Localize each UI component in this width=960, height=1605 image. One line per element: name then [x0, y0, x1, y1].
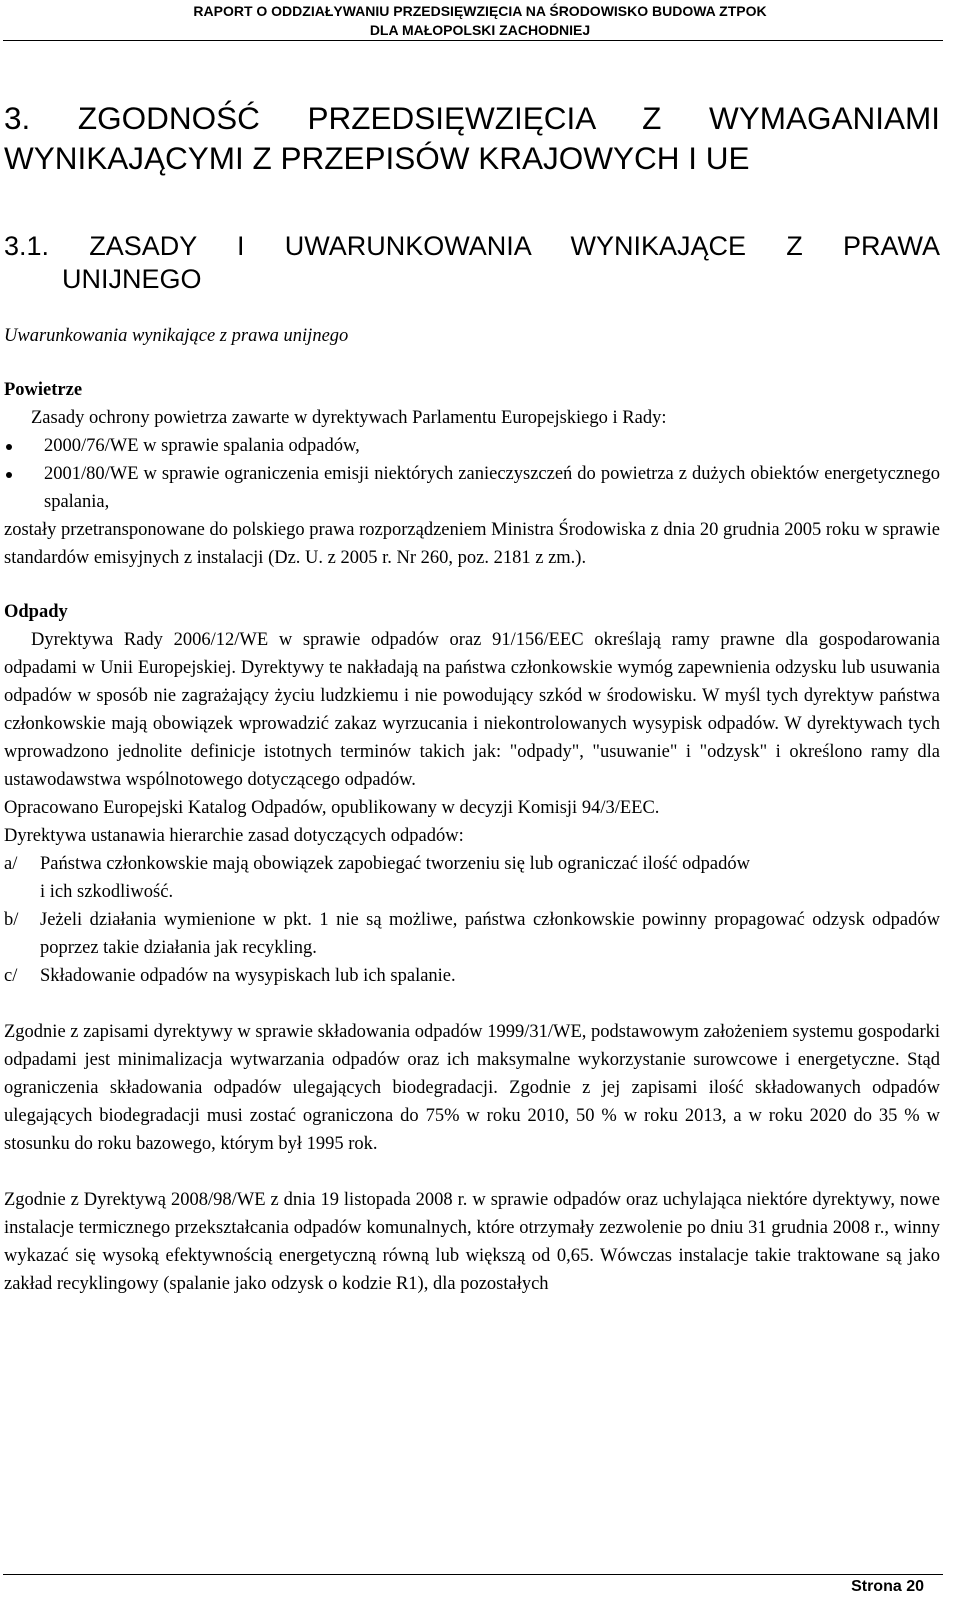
header-line-2: DLA MAŁOPOLSKI ZACHODNIEJ	[369, 22, 591, 38]
header-line-1: RAPORT O ODDZIAŁYWANIU PRZEDSIĘWZIĘCIA NA ŚRODOWISKO BUDOWA ZTPOK	[193, 3, 767, 19]
subsection-subtitle: Uwarunkowania wynikające z prawa unijnego	[4, 326, 349, 346]
chapter-heading-line-1: 3. ZGODNOŚĆ PRZEDSIĘWZIĘCIA Z WYMAGANIAMI	[4, 100, 940, 136]
chapter-heading-line-2: WYNIKAJĄCYMI Z PRZEPISÓW KRAJOWYCH I UE	[4, 140, 750, 176]
header-divider	[3, 40, 943, 41]
list-item-label: b/	[4, 910, 19, 930]
bullet-icon	[6, 444, 12, 450]
running-header	[0, 0, 960, 40]
list-item	[4, 906, 940, 962]
bullet-icon	[6, 472, 12, 478]
page-number: Strona 20	[851, 1578, 924, 1595]
list-item	[4, 962, 940, 990]
list-item-text: 2001/80/WE w sprawie ograniczenia emisji niektórych zanieczyszczeń do powietrza z dużych obiektów energetycznego spalania,	[44, 464, 940, 512]
waste-paragraph-2: Opracowano Europejski Katalog Odpadów, opublikowany w decyzji Komisji 94/3/EEC.	[4, 798, 660, 818]
waste-hierarchy-list	[4, 850, 940, 990]
list-item	[4, 432, 940, 460]
waste-paragraph-5: Zgodnie z Dyrektywą 2008/98/WE z dnia 19 listopada 2008 r. w sprawie odpadów oraz uchylająca niektóre dyrektywy, nowe instalacje termicznego przekształcania odpadów komunalnych, które otrzymały zezwolenie po dniu 31 grudnia 2008 r., winny wykazać się wysoką efektywnością energetyczną równą lub większą od 0,65. Wówczas instalacje takie traktowane są jako zakład recyklingowy (spalanie jako odzysk o kodzie R1), dla pozostałych	[4, 1190, 940, 1294]
list-item-text: Jeżeli działania wymienione w pkt. 1 nie są możliwe, państwa członkowskie powinny propagować odzysk odpadów poprzez takie działania jak recykling.	[40, 910, 940, 958]
page-content	[4, 98, 940, 1298]
footer-divider	[3, 1574, 943, 1575]
air-transposition-paragraph: zostały przetransponowane do polskiego prawa rozporządzeniem Ministra Środowiska z dnia 20 grudnia 2005 roku w sprawie standardów emisyjnych z instalacji (Dz. U. z 2005 r. Nr 260, poz. 2181 z zm.).	[4, 520, 940, 568]
section-heading-line-1: 3.1. ZASADY I UWARUNKOWANIA WYNIKAJĄCE Z PRAWA	[4, 231, 940, 261]
list-item-text-continued: i ich szkodliwość.	[40, 882, 174, 902]
list-item-label: c/	[4, 966, 18, 986]
list-item-text: 2000/76/WE w sprawie spalania odpadów,	[44, 436, 360, 456]
section-heading	[4, 230, 940, 296]
list-item-text: Składowanie odpadów na wysypiskach lub ich spalanie.	[40, 966, 456, 986]
waste-section-title: Odpady	[4, 602, 68, 622]
list-item-label: a/	[4, 854, 18, 874]
waste-paragraph-4: Zgodnie z zapisami dyrektywy w sprawie składowania odpadów 1999/31/WE, podstawowym założeniem systemu gospodarki odpadami jest minimalizacja wytwarzania odpadów oraz ich maksymalne wykorzystanie surowcowe i energetyczne. Stąd ograniczenia składowania odpadów ulegających biodegradacji. Zgodnie z jej zapisami ilość składowanych odpadów ulegających biodegradacji musi zostać ograniczona do 75% w roku 2010, 50 % w roku 2013, a w roku 2020 do 35 % w stosunku do roku bazowego, którym był 1995 rok.	[4, 1022, 940, 1154]
list-item	[4, 850, 940, 906]
air-directive-list	[4, 432, 940, 516]
air-section-title: Powietrze	[4, 380, 83, 400]
air-intro: Zasady ochrony powietrza zawarte w dyrektywach Parlamentu Europejskiego i Rady:	[31, 408, 667, 428]
section-heading-line-2: UNIJNEGO	[62, 264, 202, 294]
list-item	[4, 460, 940, 516]
waste-paragraph-1: Dyrektywa Rady 2006/12/WE w sprawie odpadów oraz 91/156/EEC określają ramy prawne dla gospodarowania odpadami w Unii Europejskiej. Dyrektywy te nakładają na państwa członkowskie wymóg zapewnienia odzysku lub usuwania odpadów w sposób nie zagrażający życiu ludzkiemu i nie powodujący szkód w środowisku. W myśl tych dyrektyw państwa członkowskie mają obowiązek wprowadzić zakaz wyrzucania i niekontrolowanych wysypisk odpadów. W dyrektywach tych wprowadzono jednolite definicje istotnych terminów takich jak: "odpady", "usuwanie" i "odzysk" i określono ramy dla ustawodawstwa wspólnotowego dotyczącego odpadów.	[4, 630, 940, 790]
waste-paragraph-3: Dyrektywa ustanawia hierarchie zasad dotyczących odpadów:	[4, 826, 464, 846]
list-item-text: Państwa członkowskie mają obowiązek zapobiegać tworzeniu się lub ograniczać ilość odpadów	[40, 854, 750, 874]
